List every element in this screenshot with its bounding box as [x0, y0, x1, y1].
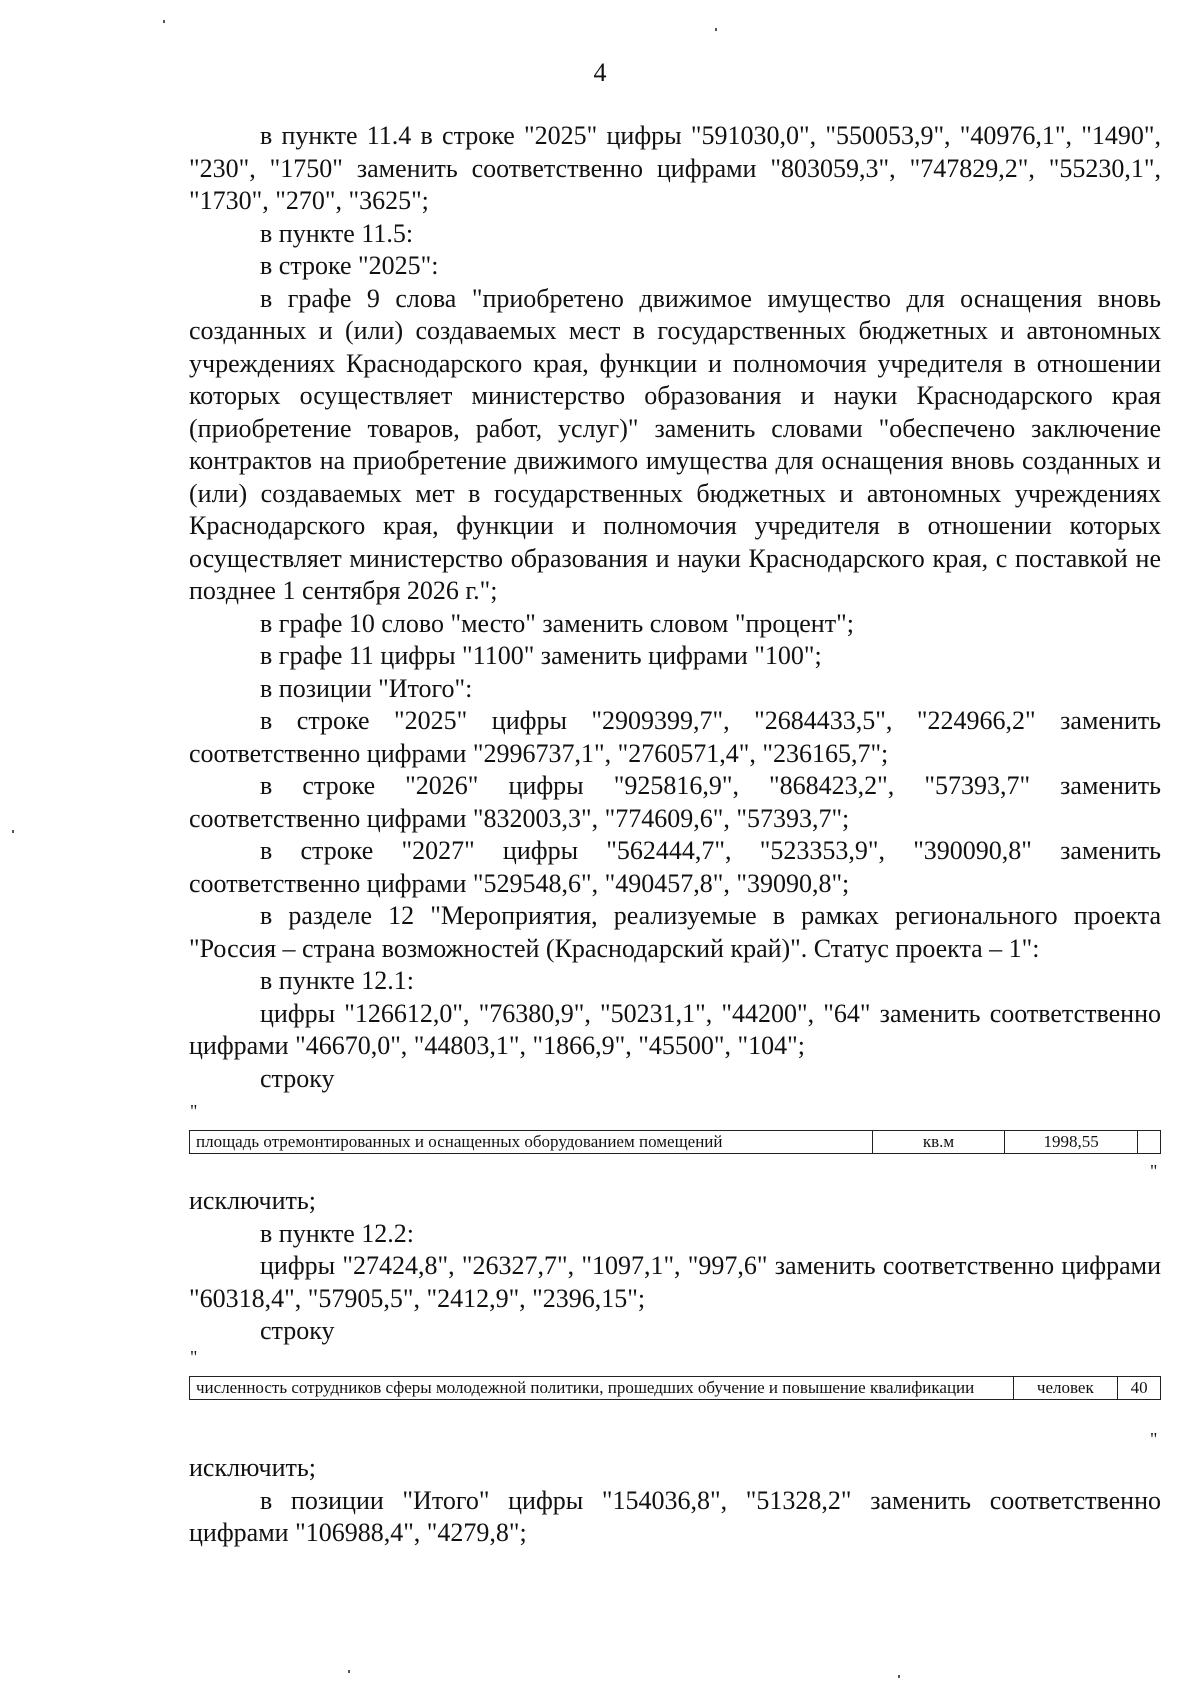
paragraph: в разделе 12 "Мероприятия, реализуемые в рамках регионального проекта "Россия – страна возможностей (Краснодарский край)". Статус проекта – 1":: [189, 901, 1161, 963]
excluded-row-table-1: [189, 1130, 1161, 1154]
paragraph: в позиции "Итого" цифры "154036,8", "51328,2" заменить соответственно цифрами "106988,4", "4279,8";: [189, 1485, 1161, 1547]
opening-quote: ": [190, 1347, 198, 1367]
paragraph: в строке "2026" цифры "925816,9", "868423,2", "57393,7" заменить соответственно цифрами "832003,3", "774609,6", "57393,7";: [189, 771, 1161, 833]
paragraph: в графе 10 слово "место" заменить словом "процент";: [260, 608, 854, 638]
table-cell: кв.м: [872, 1131, 1005, 1154]
closing-quote: ": [1150, 1429, 1158, 1449]
paragraph: исключить;: [189, 1186, 316, 1215]
paragraph: исключить;: [189, 1453, 316, 1482]
amendments-section-3: [189, 1452, 1161, 1550]
table-cell: 1998,55: [1005, 1131, 1138, 1154]
paragraph: в строке "2025" цифры "2909399,7", "2684433,5", "224966,2" заменить соответственно цифрами "2996737,1", "2760571,4", "236165,7";: [189, 706, 1161, 768]
table-cell: человек: [1013, 1377, 1118, 1400]
paragraph: строку: [260, 1316, 335, 1345]
scan-speck: [163, 20, 165, 23]
paragraph: в позиции "Итого":: [260, 673, 473, 703]
table-cell: 40: [1118, 1377, 1161, 1400]
amendments-section-2: [189, 1185, 1161, 1348]
paragraph: строку: [260, 1063, 335, 1093]
paragraph: в пункте 12.1:: [260, 966, 415, 995]
paragraph: цифры "126612,0", "76380,9", "50231,1", "44200", "64" заменить соответственно цифрами "46670,0", "44803,1", "1866,9", "45500", "104";: [189, 998, 1161, 1060]
paragraph: в графе 11 цифры "1100" заменить цифрами "100";: [260, 641, 822, 670]
scan-speck: [348, 1670, 350, 1673]
paragraph: в строке "2025":: [260, 251, 439, 280]
scan-speck: [898, 1675, 900, 1678]
paragraph: в пункте 12.2:: [260, 1218, 415, 1248]
page-number: 4: [593, 58, 607, 87]
paragraph: в пункте 11.4 в строке "2025" цифры "591030,0", "550053,9", "40976,1", "1490", "230", "1750" заменить соответственно цифрами "803059,3", "747829,2", "55230,1", "1730", "270", "3625";: [189, 121, 1161, 215]
closing-quote: ": [1150, 1161, 1158, 1181]
table-row: [190, 1131, 1161, 1154]
scan-speck: [715, 28, 717, 31]
table-cell: площадь отремонтированных и оснащенных оборудованием помещений: [190, 1131, 873, 1154]
opening-quote: ": [190, 1101, 198, 1121]
scan-speck: [12, 830, 14, 833]
paragraph: в пункте 11.5:: [260, 218, 414, 248]
table-cell: численность сотрудников сферы молодежной политики, прошедших обучение и повышение квалификации: [190, 1377, 1014, 1400]
table-cell: [1138, 1131, 1161, 1154]
paragraph: в графе 9 слова "приобретено движимое имущество для оснащения вновь созданных и (или) создаваемых мест в государственных бюджетных и автономных учреждениях Краснодарского края, функции и полномочия учредителя в отношении которых осуществляет министерство образования и науки Краснодарского края (приобретение товаров, работ, услуг)" заменить словами "обеспечено заключение контрактов на приобретение движимого имущества для оснащения вновь созданных и (или) создаваемых мет в государственных бюджетных и автономных учреждениях Краснодарского края, функции и полномочия учредителя в отношении которых осуществляет министерство образования и науки Краснодарского края, с поставкой не позднее 1 сентября 2026 г.";: [189, 283, 1161, 605]
excluded-row-table-2: [189, 1376, 1161, 1400]
table-row: [190, 1377, 1161, 1400]
paragraph: в строке "2027" цифры "562444,7", "523353,9", "390090,8" заменить соответственно цифрами "529548,6", "490457,8", "39090,8";: [189, 836, 1161, 898]
amendments-section-1: [189, 120, 1161, 1095]
paragraph: цифры "27424,8", "26327,7", "1097,1", "997,6" заменить соответственно цифрами "60318,4", "57905,5", "2412,9", "2396,15";: [189, 1251, 1161, 1313]
